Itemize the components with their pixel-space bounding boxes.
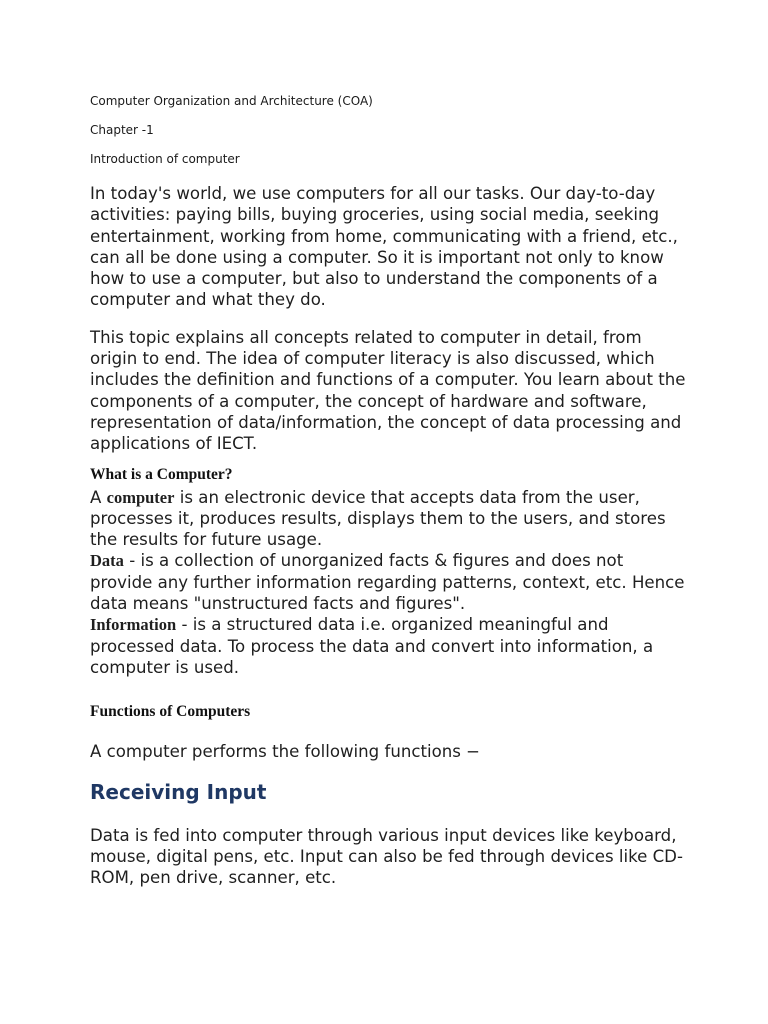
computer-def-rest: is an electronic device that accepts data from the user, processes it, produces results, displays them to the users, and stores the results for future usage. — [90, 487, 666, 550]
receiving-input-heading: Receiving Input — [90, 779, 267, 804]
what-is-computer-heading: What is a Computer? — [90, 465, 233, 483]
topic-paragraph: This topic explains all concepts related to computer in detail, from origin to end. The idea of computer literacy is also discussed, which includes the definition and functions of a computer. You learn about the components of a computer, the concept of hardware and software, representation of data/information, the concept of data processing and applications of IECT. — [90, 327, 686, 454]
computer-def-lead: A — [90, 487, 107, 507]
data-def-rest: - is a collection of unorganized facts & figures and does not provide any further information regarding patterns, context, etc. Hence data means "unstructured facts and figures". — [90, 551, 685, 614]
document-page — [90, 92, 690, 888]
intro-paragraph: In today's world, we use computers for all our tasks. Our day-to-day activities: paying bills, buying groceries, using social media, seeking entertainment, working from home, communicating with a friend, etc., can all be done using a computer. So it is important not only to know how to use a computer, but also to understand the components of a computer and what they do. — [90, 184, 678, 310]
functions-intro: A computer performs the following functions − — [90, 742, 481, 762]
information-definition — [90, 614, 690, 678]
information-def-rest: - is a structured data i.e. organized meaningful and processed data. To process the data and convert into information, a computer is used. — [90, 615, 654, 677]
intro-label: Introduction of computer — [90, 152, 240, 166]
information-term: Information — [90, 615, 177, 635]
data-term: Data — [90, 551, 124, 571]
computer-term: computer — [106, 487, 175, 507]
functions-heading: Functions of Computers — [90, 703, 251, 721]
chapter-label: Chapter -1 — [90, 123, 154, 137]
document-title: Computer Organization and Architecture (COA) — [90, 94, 373, 108]
data-definition — [90, 550, 690, 614]
computer-definition — [90, 487, 690, 551]
receiving-input-paragraph: Data is fed into computer through various input devices like keyboard, mouse, digital pens, etc. Input can also be fed through devices like CD-ROM, pen drive, scanner, etc. — [90, 825, 683, 888]
